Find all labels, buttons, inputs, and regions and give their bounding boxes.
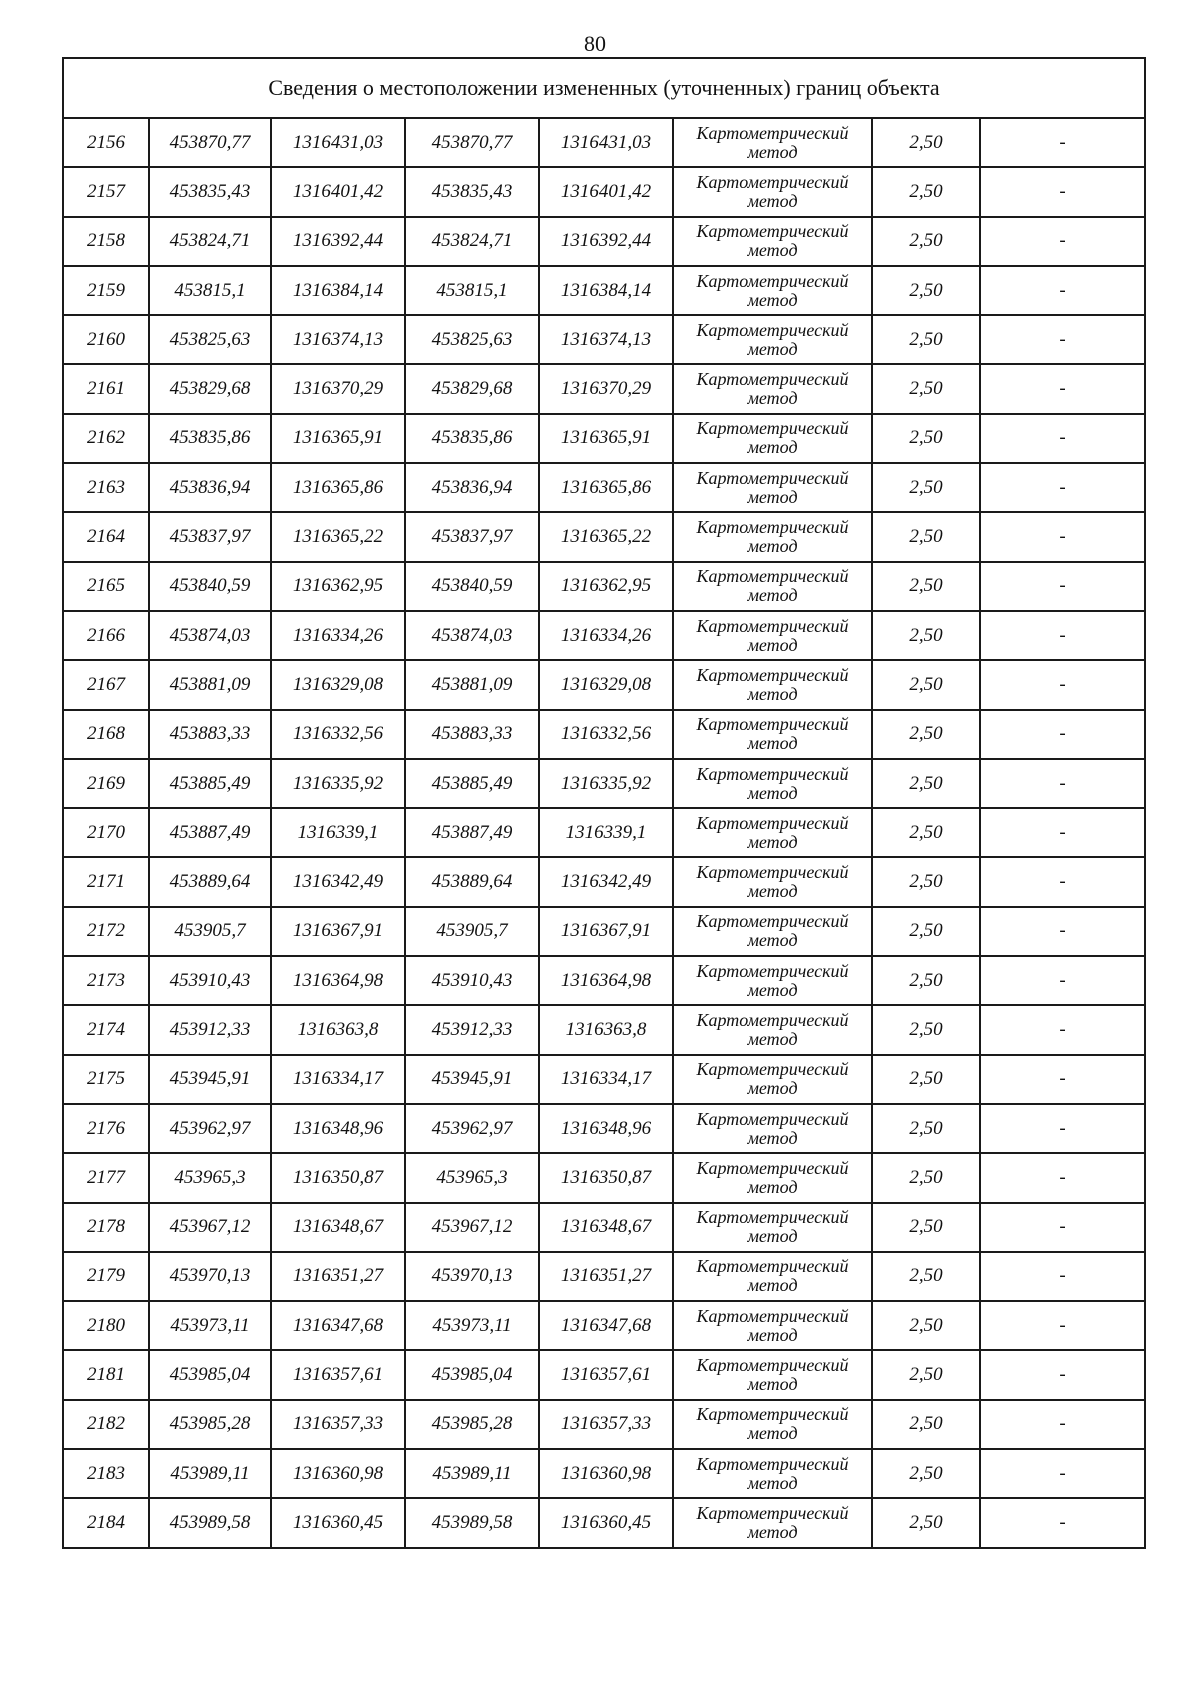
y-refined-cell: 1316348,67 — [539, 1203, 673, 1252]
point-number-cell: 2179 — [63, 1252, 149, 1301]
accuracy-cell: 2,50 — [872, 414, 980, 463]
y-refined-cell: 1316350,87 — [539, 1153, 673, 1202]
x-existing-cell: 453985,28 — [149, 1400, 271, 1449]
y-refined-cell: 1316365,86 — [539, 463, 673, 512]
y-refined-cell: 1316370,29 — [539, 364, 673, 413]
accuracy-cell: 2,50 — [872, 1104, 980, 1153]
description-cell: - — [980, 611, 1145, 660]
method-cell: Картометрический метод — [673, 1350, 872, 1399]
table-row — [63, 1400, 1145, 1449]
table-row — [63, 1301, 1145, 1350]
x-refined-cell: 453835,43 — [405, 167, 539, 216]
method-cell: Картометрический метод — [673, 1153, 872, 1202]
x-refined-cell: 453962,97 — [405, 1104, 539, 1153]
description-cell: - — [980, 1400, 1145, 1449]
accuracy-cell: 2,50 — [872, 759, 980, 808]
method-cell: Картометрический метод — [673, 660, 872, 709]
method-cell: Картометрический метод — [673, 315, 872, 364]
y-refined-cell: 1316332,56 — [539, 710, 673, 759]
method-cell: Картометрический метод — [673, 710, 872, 759]
description-cell: - — [980, 1252, 1145, 1301]
method-cell: Картометрический метод — [673, 808, 872, 857]
description-cell: - — [980, 710, 1145, 759]
y-refined-cell: 1316374,13 — [539, 315, 673, 364]
table-row — [63, 808, 1145, 857]
method-cell: Картометрический метод — [673, 1449, 872, 1498]
accuracy-cell: 2,50 — [872, 364, 980, 413]
point-number-cell: 2181 — [63, 1350, 149, 1399]
y-refined-cell: 1316392,44 — [539, 217, 673, 266]
description-cell: - — [980, 1350, 1145, 1399]
x-refined-cell: 453945,91 — [405, 1055, 539, 1104]
point-number-cell: 2165 — [63, 562, 149, 611]
x-existing-cell: 453815,1 — [149, 266, 271, 315]
point-number-cell: 2178 — [63, 1203, 149, 1252]
x-existing-cell: 453885,49 — [149, 759, 271, 808]
x-existing-cell: 453824,71 — [149, 217, 271, 266]
point-number-cell: 2182 — [63, 1400, 149, 1449]
point-number-cell: 2171 — [63, 857, 149, 906]
y-existing-cell: 1316374,13 — [271, 315, 405, 364]
description-cell: - — [980, 562, 1145, 611]
description-cell: - — [980, 808, 1145, 857]
x-existing-cell: 453870,77 — [149, 118, 271, 167]
accuracy-cell: 2,50 — [872, 1252, 980, 1301]
y-refined-cell: 1316348,96 — [539, 1104, 673, 1153]
table-row — [63, 660, 1145, 709]
table-row — [63, 1449, 1145, 1498]
table-row — [63, 1203, 1145, 1252]
accuracy-cell: 2,50 — [872, 857, 980, 906]
point-number-cell: 2176 — [63, 1104, 149, 1153]
y-refined-cell: 1316334,26 — [539, 611, 673, 660]
description-cell: - — [980, 167, 1145, 216]
x-existing-cell: 453945,91 — [149, 1055, 271, 1104]
accuracy-cell: 2,50 — [872, 660, 980, 709]
accuracy-cell: 2,50 — [872, 907, 980, 956]
accuracy-cell: 2,50 — [872, 315, 980, 364]
y-existing-cell: 1316357,61 — [271, 1350, 405, 1399]
table-row — [63, 1498, 1145, 1547]
method-cell: Картометрический метод — [673, 266, 872, 315]
description-cell: - — [980, 118, 1145, 167]
point-number-cell: 2162 — [63, 414, 149, 463]
y-existing-cell: 1316367,91 — [271, 907, 405, 956]
table-row — [63, 710, 1145, 759]
description-cell: - — [980, 1449, 1145, 1498]
point-number-cell: 2173 — [63, 956, 149, 1005]
point-number-cell: 2169 — [63, 759, 149, 808]
method-cell: Картометрический метод — [673, 956, 872, 1005]
y-existing-cell: 1316335,92 — [271, 759, 405, 808]
x-refined-cell: 453887,49 — [405, 808, 539, 857]
y-existing-cell: 1316347,68 — [271, 1301, 405, 1350]
table-row — [63, 118, 1145, 167]
description-cell: - — [980, 414, 1145, 463]
description-cell: - — [980, 1153, 1145, 1202]
method-cell: Картометрический метод — [673, 1055, 872, 1104]
method-cell: Картометрический метод — [673, 759, 872, 808]
y-existing-cell: 1316365,22 — [271, 512, 405, 561]
y-refined-cell: 1316431,03 — [539, 118, 673, 167]
y-existing-cell: 1316401,42 — [271, 167, 405, 216]
table-row — [63, 1153, 1145, 1202]
x-existing-cell: 453970,13 — [149, 1252, 271, 1301]
y-refined-cell: 1316357,61 — [539, 1350, 673, 1399]
y-existing-cell: 1316365,91 — [271, 414, 405, 463]
y-refined-cell: 1316364,98 — [539, 956, 673, 1005]
method-cell: Картометрический метод — [673, 1252, 872, 1301]
y-refined-cell: 1316365,91 — [539, 414, 673, 463]
y-refined-cell: 1316347,68 — [539, 1301, 673, 1350]
method-cell: Картометрический метод — [673, 1005, 872, 1054]
x-existing-cell: 453837,97 — [149, 512, 271, 561]
accuracy-cell: 2,50 — [872, 1449, 980, 1498]
description-cell: - — [980, 857, 1145, 906]
x-refined-cell: 453985,04 — [405, 1350, 539, 1399]
method-cell: Картометрический метод — [673, 118, 872, 167]
x-refined-cell: 453825,63 — [405, 315, 539, 364]
x-existing-cell: 453912,33 — [149, 1005, 271, 1054]
y-refined-cell: 1316329,08 — [539, 660, 673, 709]
description-cell: - — [980, 956, 1145, 1005]
x-refined-cell: 453883,33 — [405, 710, 539, 759]
x-refined-cell: 453989,11 — [405, 1449, 539, 1498]
x-refined-cell: 453967,12 — [405, 1203, 539, 1252]
table-title-row — [63, 58, 1145, 118]
x-existing-cell: 453835,86 — [149, 414, 271, 463]
x-refined-cell: 453965,3 — [405, 1153, 539, 1202]
page-number: 80 — [584, 31, 606, 56]
y-existing-cell: 1316342,49 — [271, 857, 405, 906]
accuracy-cell: 2,50 — [872, 710, 980, 759]
method-cell: Картометрический метод — [673, 562, 872, 611]
accuracy-cell: 2,50 — [872, 1153, 980, 1202]
description-cell: - — [980, 759, 1145, 808]
point-number-cell: 2161 — [63, 364, 149, 413]
y-existing-cell: 1316363,8 — [271, 1005, 405, 1054]
method-cell: Картометрический метод — [673, 611, 872, 660]
point-number-cell: 2180 — [63, 1301, 149, 1350]
point-number-cell: 2157 — [63, 167, 149, 216]
accuracy-cell: 2,50 — [872, 118, 980, 167]
accuracy-cell: 2,50 — [872, 1498, 980, 1547]
description-cell: - — [980, 315, 1145, 364]
y-existing-cell: 1316370,29 — [271, 364, 405, 413]
table-row — [63, 1252, 1145, 1301]
description-cell: - — [980, 1203, 1145, 1252]
x-existing-cell: 453910,43 — [149, 956, 271, 1005]
x-existing-cell: 453874,03 — [149, 611, 271, 660]
y-refined-cell: 1316334,17 — [539, 1055, 673, 1104]
description-cell: - — [980, 907, 1145, 956]
table-row — [63, 512, 1145, 561]
table-row — [63, 1104, 1145, 1153]
accuracy-cell: 2,50 — [872, 463, 980, 512]
x-existing-cell: 453989,58 — [149, 1498, 271, 1547]
y-existing-cell: 1316364,98 — [271, 956, 405, 1005]
x-refined-cell: 453885,49 — [405, 759, 539, 808]
x-existing-cell: 453883,33 — [149, 710, 271, 759]
description-cell: - — [980, 1104, 1145, 1153]
accuracy-cell: 2,50 — [872, 1005, 980, 1054]
x-existing-cell: 453962,97 — [149, 1104, 271, 1153]
x-refined-cell: 453970,13 — [405, 1252, 539, 1301]
description-cell: - — [980, 364, 1145, 413]
y-refined-cell: 1316335,92 — [539, 759, 673, 808]
accuracy-cell: 2,50 — [872, 611, 980, 660]
point-number-cell: 2167 — [63, 660, 149, 709]
description-cell: - — [980, 217, 1145, 266]
point-number-cell: 2184 — [63, 1498, 149, 1547]
y-existing-cell: 1316348,67 — [271, 1203, 405, 1252]
x-refined-cell: 453874,03 — [405, 611, 539, 660]
table-row — [63, 907, 1145, 956]
x-existing-cell: 453967,12 — [149, 1203, 271, 1252]
y-existing-cell: 1316348,96 — [271, 1104, 405, 1153]
x-refined-cell: 453910,43 — [405, 956, 539, 1005]
description-cell: - — [980, 1055, 1145, 1104]
description-cell: - — [980, 512, 1145, 561]
x-existing-cell: 453840,59 — [149, 562, 271, 611]
x-refined-cell: 453824,71 — [405, 217, 539, 266]
table-row — [63, 1350, 1145, 1399]
point-number-cell: 2174 — [63, 1005, 149, 1054]
point-number-cell: 2158 — [63, 217, 149, 266]
accuracy-cell: 2,50 — [872, 217, 980, 266]
x-existing-cell: 453836,94 — [149, 463, 271, 512]
x-refined-cell: 453905,7 — [405, 907, 539, 956]
x-refined-cell: 453815,1 — [405, 266, 539, 315]
y-existing-cell: 1316350,87 — [271, 1153, 405, 1202]
method-cell: Картометрический метод — [673, 414, 872, 463]
method-cell: Картометрический метод — [673, 1498, 872, 1547]
y-existing-cell: 1316357,33 — [271, 1400, 405, 1449]
description-cell: - — [980, 660, 1145, 709]
x-existing-cell: 453965,3 — [149, 1153, 271, 1202]
y-refined-cell: 1316351,27 — [539, 1252, 673, 1301]
point-number-cell: 2163 — [63, 463, 149, 512]
method-cell: Картометрический метод — [673, 217, 872, 266]
x-refined-cell: 453840,59 — [405, 562, 539, 611]
point-number-cell: 2166 — [63, 611, 149, 660]
x-refined-cell: 453985,28 — [405, 1400, 539, 1449]
method-cell: Картометрический метод — [673, 1203, 872, 1252]
x-refined-cell: 453912,33 — [405, 1005, 539, 1054]
y-existing-cell: 1316329,08 — [271, 660, 405, 709]
method-cell: Картометрический метод — [673, 1104, 872, 1153]
table-row — [63, 315, 1145, 364]
table-row — [63, 364, 1145, 413]
x-existing-cell: 453825,63 — [149, 315, 271, 364]
table-row — [63, 217, 1145, 266]
y-existing-cell: 1316362,95 — [271, 562, 405, 611]
y-refined-cell: 1316342,49 — [539, 857, 673, 906]
y-existing-cell: 1316351,27 — [271, 1252, 405, 1301]
y-refined-cell: 1316339,1 — [539, 808, 673, 857]
point-number-cell: 2168 — [63, 710, 149, 759]
method-cell: Картометрический метод — [673, 1400, 872, 1449]
description-cell: - — [980, 1301, 1145, 1350]
x-existing-cell: 453989,11 — [149, 1449, 271, 1498]
y-existing-cell: 1316360,45 — [271, 1498, 405, 1547]
accuracy-cell: 2,50 — [872, 266, 980, 315]
x-refined-cell: 453835,86 — [405, 414, 539, 463]
method-cell: Картометрический метод — [673, 463, 872, 512]
accuracy-cell: 2,50 — [872, 1350, 980, 1399]
x-existing-cell: 453905,7 — [149, 907, 271, 956]
table-row — [63, 1055, 1145, 1104]
boundary-coordinates-table — [62, 57, 1146, 1549]
table-row — [63, 167, 1145, 216]
description-cell: - — [980, 266, 1145, 315]
y-refined-cell: 1316360,98 — [539, 1449, 673, 1498]
table-row — [63, 414, 1145, 463]
x-existing-cell: 453985,04 — [149, 1350, 271, 1399]
y-refined-cell: 1316401,42 — [539, 167, 673, 216]
y-existing-cell: 1316365,86 — [271, 463, 405, 512]
point-number-cell: 2172 — [63, 907, 149, 956]
point-number-cell: 2156 — [63, 118, 149, 167]
accuracy-cell: 2,50 — [872, 1301, 980, 1350]
table-row — [63, 463, 1145, 512]
y-existing-cell: 1316334,26 — [271, 611, 405, 660]
point-number-cell: 2164 — [63, 512, 149, 561]
accuracy-cell: 2,50 — [872, 512, 980, 561]
table-row — [63, 562, 1145, 611]
table-row — [63, 759, 1145, 808]
description-cell: - — [980, 1005, 1145, 1054]
y-refined-cell: 1316363,8 — [539, 1005, 673, 1054]
table-row — [63, 611, 1145, 660]
point-number-cell: 2170 — [63, 808, 149, 857]
x-existing-cell: 453881,09 — [149, 660, 271, 709]
y-existing-cell: 1316384,14 — [271, 266, 405, 315]
point-number-cell: 2160 — [63, 315, 149, 364]
x-refined-cell: 453973,11 — [405, 1301, 539, 1350]
accuracy-cell: 2,50 — [872, 1400, 980, 1449]
y-refined-cell: 1316357,33 — [539, 1400, 673, 1449]
y-refined-cell: 1316384,14 — [539, 266, 673, 315]
x-refined-cell: 453989,58 — [405, 1498, 539, 1547]
x-existing-cell: 453887,49 — [149, 808, 271, 857]
y-existing-cell: 1316339,1 — [271, 808, 405, 857]
y-refined-cell: 1316365,22 — [539, 512, 673, 561]
point-number-cell: 2159 — [63, 266, 149, 315]
description-cell: - — [980, 463, 1145, 512]
x-existing-cell: 453973,11 — [149, 1301, 271, 1350]
accuracy-cell: 2,50 — [872, 956, 980, 1005]
method-cell: Картометрический метод — [673, 167, 872, 216]
x-refined-cell: 453836,94 — [405, 463, 539, 512]
accuracy-cell: 2,50 — [872, 1055, 980, 1104]
x-existing-cell: 453889,64 — [149, 857, 271, 906]
y-existing-cell: 1316360,98 — [271, 1449, 405, 1498]
x-refined-cell: 453837,97 — [405, 512, 539, 561]
y-existing-cell: 1316431,03 — [271, 118, 405, 167]
accuracy-cell: 2,50 — [872, 562, 980, 611]
y-refined-cell: 1316360,45 — [539, 1498, 673, 1547]
description-cell: - — [980, 1498, 1145, 1547]
table-row — [63, 956, 1145, 1005]
x-refined-cell: 453881,09 — [405, 660, 539, 709]
x-existing-cell: 453835,43 — [149, 167, 271, 216]
x-refined-cell: 453889,64 — [405, 857, 539, 906]
point-number-cell: 2175 — [63, 1055, 149, 1104]
accuracy-cell: 2,50 — [872, 808, 980, 857]
method-cell: Картометрический метод — [673, 364, 872, 413]
x-refined-cell: 453870,77 — [405, 118, 539, 167]
y-refined-cell: 1316362,95 — [539, 562, 673, 611]
method-cell: Картометрический метод — [673, 907, 872, 956]
table-row — [63, 266, 1145, 315]
y-existing-cell: 1316392,44 — [271, 217, 405, 266]
table-body — [63, 58, 1145, 1548]
table-title: Сведения о местоположении измененных (уточненных) границ объекта — [63, 58, 1145, 118]
method-cell: Картометрический метод — [673, 1301, 872, 1350]
table-row — [63, 1005, 1145, 1054]
y-refined-cell: 1316367,91 — [539, 907, 673, 956]
accuracy-cell: 2,50 — [872, 167, 980, 216]
point-number-cell: 2177 — [63, 1153, 149, 1202]
method-cell: Картометрический метод — [673, 512, 872, 561]
x-refined-cell: 453829,68 — [405, 364, 539, 413]
point-number-cell: 2183 — [63, 1449, 149, 1498]
y-existing-cell: 1316332,56 — [271, 710, 405, 759]
method-cell: Картометрический метод — [673, 857, 872, 906]
table-row — [63, 857, 1145, 906]
accuracy-cell: 2,50 — [872, 1203, 980, 1252]
y-existing-cell: 1316334,17 — [271, 1055, 405, 1104]
x-existing-cell: 453829,68 — [149, 364, 271, 413]
